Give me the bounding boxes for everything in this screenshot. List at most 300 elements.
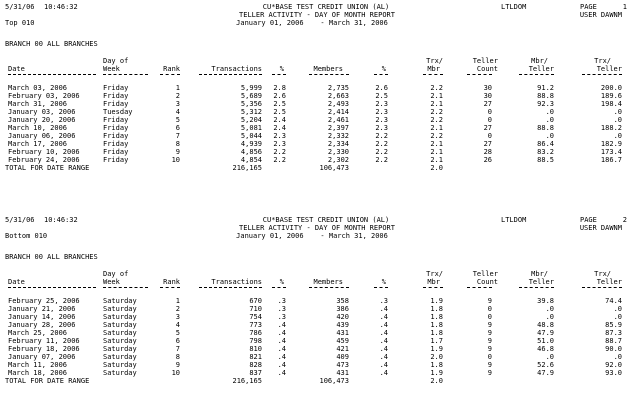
report-1-row-5-trx-teller: .0 [613,116,622,124]
report-1-row-5-mbr-teller: .0 [545,116,554,124]
report-1-row-10-teller-count: 26 [483,156,492,164]
report-1-row-10-pct2: 2.2 [375,156,388,164]
report-2-row-4-date: January 28, 2006 [8,321,76,329]
report-2-row-4-pct2: .4 [379,321,388,329]
report-1-row-7-pct2: 2.2 [375,132,388,140]
report-1-row-9-trx-teller: 173.4 [600,148,622,156]
report-2-row-9-members: 473 [336,361,349,369]
report-1-row-4-pct2: 2.3 [375,108,388,116]
report-1-underline-teller-count [467,74,492,75]
report-2-run-time: 10:46:32 [44,216,78,224]
report-2-row-8-pct2: .4 [379,353,388,361]
report-2-col-rank: Rank [163,278,180,286]
report-2-row-6-members: 459 [336,337,349,345]
report-2-row-6-trx-teller: 88.7 [605,337,622,345]
report-2-row-1-trx-teller: 74.4 [605,297,622,305]
report-2-row-5-dow: Saturday [103,329,137,337]
report-1-row-8-members: 2,334 [327,140,349,148]
report-1-row-5-date: January 20, 2006 [8,116,76,124]
report-2-row-1-rank: 1 [175,297,180,305]
report-1-row-8-pct1: 2.3 [273,140,286,148]
report-2-underline-teller-count [467,287,492,288]
report-2-row-1-dow: Saturday [103,297,137,305]
report-2-row-5-transactions: 786 [249,329,262,337]
report-1-row-1-rank: 1 [175,84,180,92]
report-1-row-3-pct2: 2.3 [375,100,388,108]
report-1-row-6-trx-teller: 188.2 [600,124,622,132]
report-1-row-7-transactions: 5,044 [240,132,262,140]
report-2-col-teller-count-top: Teller [472,270,498,278]
report-1-row-1-members: 2,735 [327,84,349,92]
report-1-row-7-trx-mbr: 2.2 [430,132,443,140]
report-2-row-5-rank: 5 [175,329,180,337]
report-2-row-9-transactions: 828 [249,361,262,369]
report-2-row-7-transactions: 810 [249,345,262,353]
report-1-row-7-members: 2,332 [327,132,349,140]
report-2-row-10-members: 431 [336,369,349,377]
report-2-col-trx-mbr-top: Trx/ [426,270,443,278]
report-2-row-5-trx-teller: 87.3 [605,329,622,337]
report-1-row-9-dow: Friday [103,148,129,156]
report-2-row-9-rank: 9 [175,361,180,369]
report-1-row-3-trx-mbr: 2.1 [430,100,443,108]
report-2-row-2-pct2: .4 [379,305,388,313]
report-2-page-label: PAGE [580,216,597,224]
report-2-row-3-rank: 3 [175,313,180,321]
report-2-row-6-date: February 11, 2006 [8,337,80,345]
report-2-underline-transactions [199,287,262,288]
report-1-row-8-transactions: 4,939 [240,140,262,148]
report-2-col-trx-teller: Teller [596,278,622,286]
report-1-row-2-date: February 03, 2006 [8,92,80,100]
report-2-row-8-transactions: 821 [249,353,262,361]
report-1-row-10-trx-mbr: 2.1 [430,156,443,164]
report-1-row-6-transactions: 5,081 [240,124,262,132]
report-2-row-2-rank: 2 [175,305,180,313]
report-1-row-10-date: February 24, 2006 [8,156,80,164]
report-2-row-7-pct1: .4 [277,345,286,353]
report-2-row-2-trx-teller: .0 [613,305,622,313]
report-1-row-9-transactions: 4,856 [240,148,262,156]
report-1-row-5-rank: 5 [175,116,180,124]
report-1-row-3-mbr-teller: 92.3 [537,100,554,108]
report-1-row-4-transactions: 5,312 [240,108,262,116]
report-2-row-4-transactions: 773 [249,321,262,329]
report-1-row-7-teller-count: 0 [487,132,492,140]
report-2-row-7-rank: 7 [175,345,180,353]
report-2-row-10-rank: 10 [171,369,180,377]
report-2-page-number: 2 [622,216,627,224]
report-1-title: CU*BASE TEST CREDIT UNION (AL) [262,3,390,11]
report-2-row-10-pct2: .4 [379,369,388,377]
report-1-row-5-transactions: 5,204 [240,116,262,124]
report-1-row-4-dow: Tuesday [103,108,133,116]
report-1-row-4-trx-teller: .0 [613,108,622,116]
report-2-col-pct1: % [279,278,284,286]
report-1-row-10-members: 2,302 [327,156,349,164]
report-2-row-1-trx-mbr: 1.9 [430,297,443,305]
report-1-row-3-date: March 31, 2006 [8,100,68,108]
report-1-underline-date [8,74,96,75]
report-1-row-1-trx-teller: 200.0 [600,84,622,92]
report-2-row-9-pct2: .4 [379,361,388,369]
report-1-row-7-trx-teller: .0 [613,132,622,140]
report-1-row-6-rank: 6 [175,124,180,132]
report-2-row-2-trx-mbr: 1.8 [430,305,443,313]
report-1-subtitle: TELLER ACTIVITY - DAY OF MONTH REPORT [239,11,395,19]
report-2-row-1-transactions: 670 [249,297,262,305]
report-2-col-pct2: % [381,278,386,286]
report-2-row-7-trx-teller: 90.0 [605,345,622,353]
report-2-row-4-mbr-teller: 48.8 [537,321,554,329]
report-1-row-4-teller-count: 0 [487,108,492,116]
report-2-title: CU*BASE TEST CREDIT UNION (AL) [262,216,390,224]
report-1-row-10-pct1: 2.2 [273,156,286,164]
report-2-row-7-pct2: .4 [379,345,388,353]
report-2-row-10-mbr-teller: 47.9 [537,369,554,377]
report-2-row-10-date: March 18, 2006 [8,369,68,377]
report-2-row-2-pct1: .3 [277,305,286,313]
report-1-row-6-pct2: 2.3 [375,124,388,132]
report-1-row-6-members: 2,397 [327,124,349,132]
report-2-row-1-pct2: .3 [379,297,388,305]
report-1-row-6-dow: Friday [103,124,129,132]
report-1-program: LTLDOM [501,3,527,11]
report-2-col-date: Date [8,278,25,286]
report-1-underline-members [309,74,349,75]
report-2-filter: Bottom 010 [5,232,48,240]
report-1-row-7-mbr-teller: .0 [545,132,554,140]
report-2-row-3-date: January 14, 2006 [8,313,76,321]
report-2-row-9-trx-teller: 92.0 [605,361,622,369]
report-2-col-transactions: Transactions [211,278,262,286]
report-2-branch: BRANCH 00 ALL BRANCHES [5,253,98,261]
report-2-row-5-pct1: .4 [277,329,286,337]
report-2-row-8-rank: 8 [175,353,180,361]
report-2-row-10-transactions: 837 [249,369,262,377]
report-2-underline-pct1 [272,287,286,288]
report-1-row-1-date: March 03, 2006 [8,84,68,92]
report-1-row-8-rank: 8 [175,140,180,148]
report-1-underline-mbr-teller [519,74,554,75]
report-1-row-3-members: 2,493 [327,100,349,108]
report-1-col-dow: Week [103,65,120,73]
report-1-row-4-mbr-teller: .0 [545,108,554,116]
report-1-row-8-pct2: 2.2 [375,140,388,148]
report-1-row-2-trx-mbr: 2.1 [430,92,443,100]
report-1-row-5-members: 2,461 [327,116,349,124]
report-2-row-5-members: 431 [336,329,349,337]
report-2-row-4-trx-mbr: 1.8 [430,321,443,329]
report-2-row-3-mbr-teller: .0 [545,313,554,321]
report-2-row-5-date: March 25, 2006 [8,329,68,337]
report-2-row-6-rank: 6 [175,337,180,345]
report-2-underline-rank [160,287,180,288]
report-2-row-3-transactions: 754 [249,313,262,321]
report-2-total-transactions: 216,165 [232,377,262,385]
report-1-row-2-transactions: 5,689 [240,92,262,100]
report-1-row-3-dow: Friday [103,100,129,108]
report-2-underline-dow [103,287,148,288]
report-1-total-trx-mbr: 2.0 [430,164,443,172]
report-1-row-5-pct2: 2.3 [375,116,388,124]
report-1-row-5-pct1: 2.4 [273,116,286,124]
report-1-row-2-teller-count: 30 [483,92,492,100]
report-2-row-7-trx-mbr: 1.9 [430,345,443,353]
report-2-row-5-trx-mbr: 1.8 [430,329,443,337]
report-1-row-9-pct1: 2.2 [273,148,286,156]
report-2-col-dow: Week [103,278,120,286]
report-1-underline-pct1 [272,74,286,75]
report-1-col-transactions: Transactions [211,65,262,73]
report-2-user: USER DAWNM [579,224,622,232]
report-2-row-2-date: January 21, 2006 [8,305,76,313]
report-2-row-8-trx-teller: .0 [613,353,622,361]
report-2-row-6-dow: Saturday [103,337,137,345]
report-1-underline-dow [103,74,148,75]
report-1-total-transactions: 216,165 [232,164,262,172]
report-2-row-6-trx-mbr: 1.7 [430,337,443,345]
report-1-date-range: January 01, 2006 - March 31, 2006 [236,19,388,27]
report-1-row-3-rank: 3 [175,100,180,108]
report-2-row-9-date: March 11, 2006 [8,361,68,369]
report-1-row-9-rank: 9 [175,148,180,156]
report-1-row-6-teller-count: 27 [483,124,492,132]
report-2-row-8-dow: Saturday [103,353,137,361]
report-2-row-6-transactions: 798 [249,337,262,345]
report-1-row-9-teller-count: 28 [483,148,492,156]
report-2-row-9-trx-mbr: 1.8 [430,361,443,369]
report-2-underline-pct2 [374,287,388,288]
report-2-row-3-pct1: .3 [277,313,286,321]
report-1-col-trx-teller: Teller [596,65,622,73]
report-2-row-2-mbr-teller: .0 [545,305,554,313]
report-1-row-7-pct1: 2.3 [273,132,286,140]
report-2-row-5-teller-count: 9 [487,329,492,337]
report-1-page-label: PAGE [580,3,597,11]
report-2-underline-members [309,287,349,288]
report-2-row-4-rank: 4 [175,321,180,329]
report-1-row-5-teller-count: 0 [487,116,492,124]
report-2-row-6-pct1: .4 [277,337,286,345]
report-2-program: LTLDOM [501,216,527,224]
report-1-filter: Top 010 [5,19,35,27]
report-2-col-mbr-teller-top: Mbr/ [531,270,548,278]
report-2-row-2-transactions: 710 [249,305,262,313]
report-1-row-9-trx-mbr: 2.1 [430,148,443,156]
report-1-col-pct2: % [381,65,386,73]
report-2-row-2-members: 386 [336,305,349,313]
report-1-row-8-trx-mbr: 2.1 [430,140,443,148]
report-1-row-2-members: 2,663 [327,92,349,100]
report-1-row-2-pct1: 2.6 [273,92,286,100]
report-2-row-2-dow: Saturday [103,305,137,313]
report-1-row-2-trx-teller: 189.6 [600,92,622,100]
report-2-row-5-pct2: .4 [379,329,388,337]
report-1-col-date: Date [8,65,25,73]
report-2-row-6-pct2: .4 [379,337,388,345]
report-1-row-6-mbr-teller: 88.8 [537,124,554,132]
report-1-underline-rank [160,74,180,75]
report-1-col-pct1: % [279,65,284,73]
report-1-underline-trx-teller [582,74,622,75]
report-1-col-members: Members [313,65,343,73]
report-1-row-2-pct2: 2.5 [375,92,388,100]
report-2-row-9-teller-count: 9 [487,361,492,369]
report-1-row-10-dow: Friday [103,156,129,164]
report-1-run-time: 10:46:32 [44,3,78,11]
report-2-row-9-mbr-teller: 52.6 [537,361,554,369]
report-2-row-4-teller-count: 9 [487,321,492,329]
report-1-row-7-rank: 7 [175,132,180,140]
report-1-row-3-teller-count: 27 [483,100,492,108]
report-1-row-8-teller-count: 27 [483,140,492,148]
report-1-row-6-trx-mbr: 2.1 [430,124,443,132]
report-1-col-teller-count-top: Teller [472,57,498,65]
report-2-row-10-pct1: .4 [277,369,286,377]
report-2-row-4-members: 439 [336,321,349,329]
report-2-col-trx-teller-top: Trx/ [594,270,611,278]
report-2-row-3-dow: Saturday [103,313,137,321]
report-2-row-7-dow: Saturday [103,345,137,353]
report-2-underline-trx-teller [582,287,622,288]
report-1-col-rank: Rank [163,65,180,73]
report-1-row-1-trx-mbr: 2.2 [430,84,443,92]
report-1-total-label: TOTAL FOR DATE RANGE [5,164,90,172]
report-1-col-mbr-teller: Teller [528,65,554,73]
report-2-row-2-teller-count: 0 [487,305,492,313]
report-2-row-3-pct2: .4 [379,313,388,321]
report-1-run-date: 5/31/06 [5,3,35,11]
report-1-row-8-dow: Friday [103,140,129,148]
report-1-underline-pct2 [374,74,388,75]
report-2-row-8-members: 409 [336,353,349,361]
report-1-row-5-dow: Friday [103,116,129,124]
report-2-row-6-teller-count: 9 [487,337,492,345]
report-2-row-8-pct1: .4 [277,353,286,361]
report-2-row-1-date: February 25, 2006 [8,297,80,305]
report-2-row-1-teller-count: 9 [487,297,492,305]
report-2-col-mbr-teller: Teller [528,278,554,286]
report-1-row-10-trx-teller: 186.7 [600,156,622,164]
report-1-col-trx-mbr-top: Trx/ [426,57,443,65]
report-2-row-9-dow: Saturday [103,361,137,369]
report-2-underline-trx-mbr [423,287,443,288]
report-2-row-8-date: January 07, 2006 [8,353,76,361]
report-1-page-number: 1 [622,3,627,11]
report-2-col-teller-count: Count [476,278,498,286]
report-1-row-1-pct1: 2.8 [273,84,286,92]
report-2-row-10-dow: Saturday [103,369,137,377]
report-1-row-4-rank: 4 [175,108,180,116]
report-2-row-6-mbr-teller: 51.0 [537,337,554,345]
report-2-col-members: Members [313,278,343,286]
report-1-row-9-pct2: 2.2 [375,148,388,156]
report-1-row-8-mbr-teller: 86.4 [537,140,554,148]
report-1-user: USER DAWNM [579,11,622,19]
report-1-row-4-date: January 03, 2006 [8,108,76,116]
report-1-row-1-transactions: 5,999 [240,84,262,92]
report-1-col-teller-count: Count [476,65,498,73]
report-1-row-3-trx-teller: 198.4 [600,100,622,108]
report-2-row-8-teller-count: 0 [487,353,492,361]
report-1-row-7-date: January 06, 2006 [8,132,76,140]
report-1-total-members: 106,473 [319,164,349,172]
report-1-row-8-date: March 17, 2006 [8,140,68,148]
report-1-row-1-teller-count: 30 [483,84,492,92]
report-1-row-1-mbr-teller: 91.2 [537,84,554,92]
report-1-row-1-pct2: 2.6 [375,84,388,92]
report-1-row-4-pct1: 2.5 [273,108,286,116]
report-2-row-4-dow: Saturday [103,321,137,329]
report-2-row-5-mbr-teller: 47.9 [537,329,554,337]
report-2-row-7-date: February 18, 2006 [8,345,80,353]
report-1-row-9-date: February 10, 2006 [8,148,80,156]
report-1-col-dow-top: Day of [103,57,129,65]
report-2-row-4-pct1: .4 [277,321,286,329]
report-1-col-trx-teller-top: Trx/ [594,57,611,65]
report-2-col-dow-top: Day of [103,270,129,278]
report-1-row-9-mbr-teller: 83.2 [537,148,554,156]
report-1-row-7-dow: Friday [103,132,129,140]
report-2-row-10-trx-mbr: 1.9 [430,369,443,377]
report-1-row-6-pct1: 2.4 [273,124,286,132]
report-2-total-members: 106,473 [319,377,349,385]
report-1-row-3-transactions: 5,356 [240,100,262,108]
report-2-subtitle: TELLER ACTIVITY - DAY OF MONTH REPORT [239,224,395,232]
report-2-underline-mbr-teller [519,287,554,288]
report-1-row-3-pct1: 2.5 [273,100,286,108]
report-1-row-10-transactions: 4,854 [240,156,262,164]
report-2-row-7-members: 421 [336,345,349,353]
report-2-row-9-pct1: .4 [277,361,286,369]
report-2-row-8-trx-mbr: 2.0 [430,353,443,361]
report-2-row-8-mbr-teller: .0 [545,353,554,361]
report-2-row-3-trx-teller: .0 [613,313,622,321]
report-2-row-1-mbr-teller: 39.8 [537,297,554,305]
report-2-total-label: TOTAL FOR DATE RANGE [5,377,90,385]
report-1-row-9-members: 2,330 [327,148,349,156]
report-1-underline-trx-mbr [423,74,443,75]
report-1-row-2-rank: 2 [175,92,180,100]
report-2-row-4-trx-teller: 85.9 [605,321,622,329]
report-1-branch: BRANCH 00 ALL BRANCHES [5,40,98,48]
report-1-underline-transactions [199,74,262,75]
report-2-date-range: January 01, 2006 - March 31, 2006 [236,232,388,240]
report-1-row-1-dow: Friday [103,84,129,92]
report-2-row-1-pct1: .3 [277,297,286,305]
report-2-row-3-teller-count: 0 [487,313,492,321]
report-1-row-2-dow: Friday [103,92,129,100]
report-1-col-mbr-teller-top: Mbr/ [531,57,548,65]
report-1-col-trx-mbr: Mbr [427,65,440,73]
report-2-row-7-mbr-teller: 46.8 [537,345,554,353]
report-1-row-2-mbr-teller: 88.8 [537,92,554,100]
report-2-total-trx-mbr: 2.0 [430,377,443,385]
report-2-run-date: 5/31/06 [5,216,35,224]
report-2-row-3-members: 420 [336,313,349,321]
report-1-row-8-trx-teller: 182.9 [600,140,622,148]
report-1-row-4-trx-mbr: 2.2 [430,108,443,116]
report-1-row-10-mbr-teller: 88.5 [537,156,554,164]
report-2-row-7-teller-count: 9 [487,345,492,353]
report-2-underline-date [8,287,96,288]
report-1-row-6-date: March 10, 2006 [8,124,68,132]
report-2-row-3-trx-mbr: 1.8 [430,313,443,321]
report-1-row-4-members: 2,414 [327,108,349,116]
report-2-row-1-members: 358 [336,297,349,305]
report-2-col-trx-mbr: Mbr [427,278,440,286]
